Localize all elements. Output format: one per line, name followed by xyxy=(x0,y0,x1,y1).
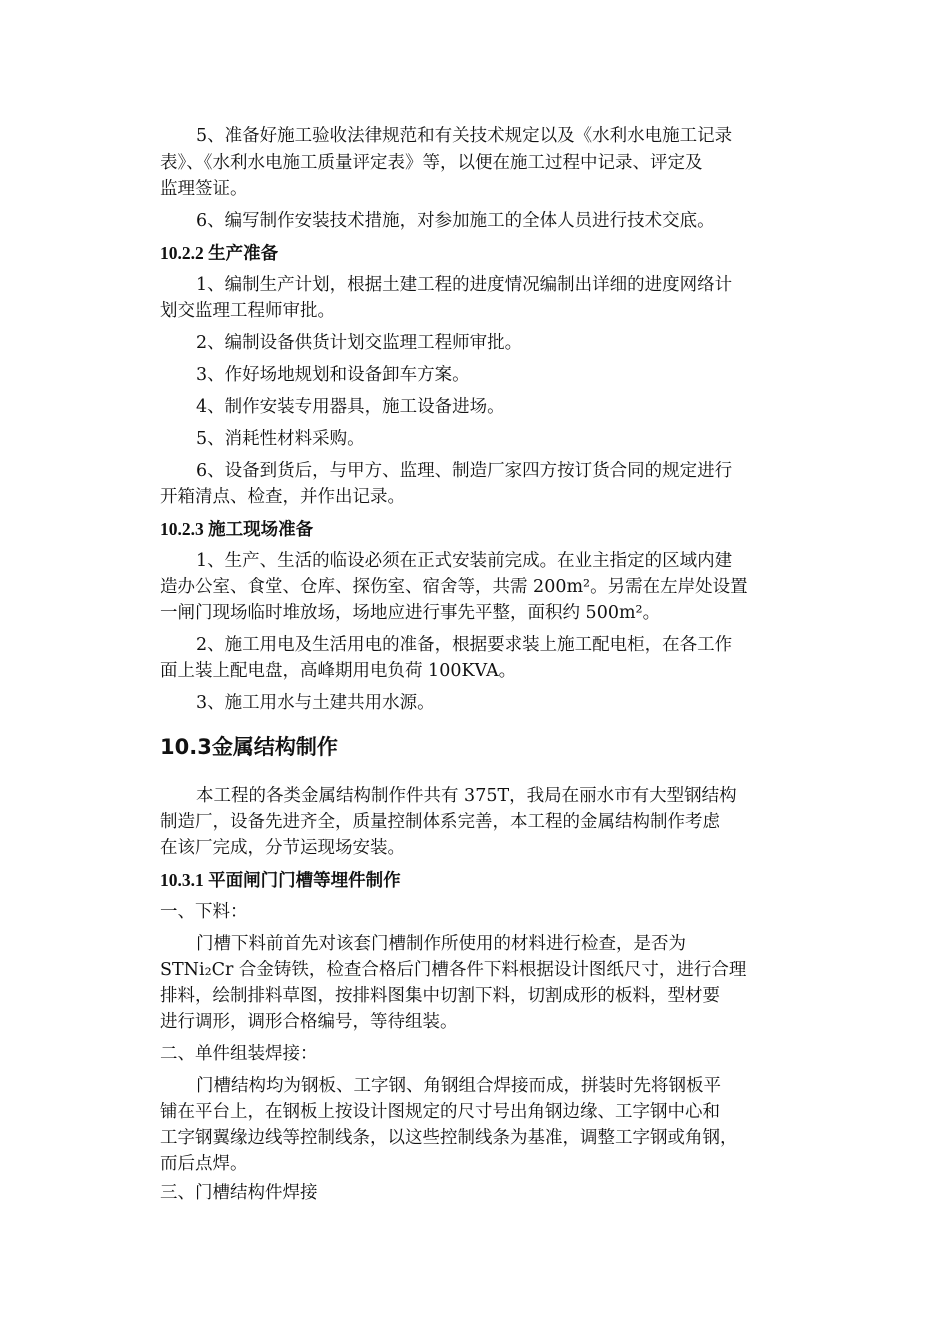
text-line: 5、准备好施工验收法律规范和有关技术规定以及《水利水电施工记录 xyxy=(196,126,733,146)
text-line: 排料，绘制排料草图，按排料图集中切割下料，切割成形的板料，型材要 xyxy=(160,986,720,1006)
item-title: 一、下料： xyxy=(160,902,248,922)
subsection-heading: 10.3.1 平面闸门门槽等埋件制作 xyxy=(160,870,401,890)
text-line: 1、生产、生活的临设必须在正式安装前完成。在业主指定的区域内建 xyxy=(196,551,733,571)
text-line: 5、消耗性材料采购。 xyxy=(196,429,365,449)
item-title: 三、门槽结构件焊接 xyxy=(160,1183,318,1203)
subsection-heading: 10.2.3 施工现场准备 xyxy=(160,519,314,539)
text-line: 3、作好场地规划和设备卸车方案。 xyxy=(196,365,470,385)
text-line: 2、编制设备供货计划交监理工程师审批。 xyxy=(196,333,523,353)
text-line: 表》、《水利水电施工质量评定表》等，以便在施工过程中记录、评定及 xyxy=(160,153,703,173)
section-heading: 10.3金属结构制作 xyxy=(160,735,338,759)
text-line: 6、设备到货后，与甲方、监理、制造厂家四方按订货合同的规定进行 xyxy=(196,461,733,481)
text-line: 门槽结构均为钢板、工字钢、角钢组合焊接而成，拼装时先将钢板平 xyxy=(196,1076,721,1096)
text-line: 开箱清点、检查，并作出记录。 xyxy=(160,487,405,507)
text-line: 1、编制生产计划，根据土建工程的进度情况编制出详细的进度网络计 xyxy=(196,275,733,295)
text-line: 门槽下料前首先对该套门槽制作所使用的材料进行检查，是否为 xyxy=(196,934,686,954)
text-line: 面上装上配电盘，高峰期用电负荷 100KVA。 xyxy=(160,661,517,681)
text-line: 划交监理工程师审批。 xyxy=(160,301,335,321)
text-line: 在该厂完成，分节运现场安装。 xyxy=(160,838,405,858)
text-line: 而后点焊。 xyxy=(160,1154,248,1174)
text-line: 进行调形，调形合格编号，等待组装。 xyxy=(160,1012,458,1032)
text-line: 本工程的各类金属结构制作件共有 375T，我局在丽水市有大型钢结构 xyxy=(196,786,737,806)
item-title: 二、单件组装焊接： xyxy=(160,1044,318,1064)
text-line: 4、制作安装专用器具，施工设备进场。 xyxy=(196,397,505,417)
text-line: 2、施工用电及生活用电的准备，根据要求装上施工配电柜，在各工作 xyxy=(196,635,733,655)
text-line: 制造厂，设备先进齐全，质量控制体系完善，本工程的金属结构制作考虑 xyxy=(160,812,720,832)
text-line: 6、编写制作安装技术措施，对参加施工的全体人员进行技术交底。 xyxy=(196,211,715,231)
text-line: 铺在平台上，在钢板上按设计图规定的尺寸号出角钢边缘、工字钢中心和 xyxy=(160,1102,720,1122)
text-line: STNi₂Cr 合金铸铁，检查合格后门槽各件下料根据设计图纸尺寸，进行合理 xyxy=(160,960,747,980)
subsection-heading: 10.2.2 生产准备 xyxy=(160,243,279,263)
text-line: 工字钢翼缘边线等控制线条，以这些控制线条为基准，调整工字钢或角钢， xyxy=(160,1128,738,1148)
text-line: 监理签证。 xyxy=(160,179,248,199)
text-line: 3、施工用水与土建共用水源。 xyxy=(196,693,435,713)
text-line: 一闸门现场临时堆放场，场地应进行事先平整，面积约 500m²。 xyxy=(160,603,661,623)
text-line: 造办公室、食堂、仓库、探伤室、宿舍等，共需 200m²。另需在左岸处设置 xyxy=(160,577,748,597)
